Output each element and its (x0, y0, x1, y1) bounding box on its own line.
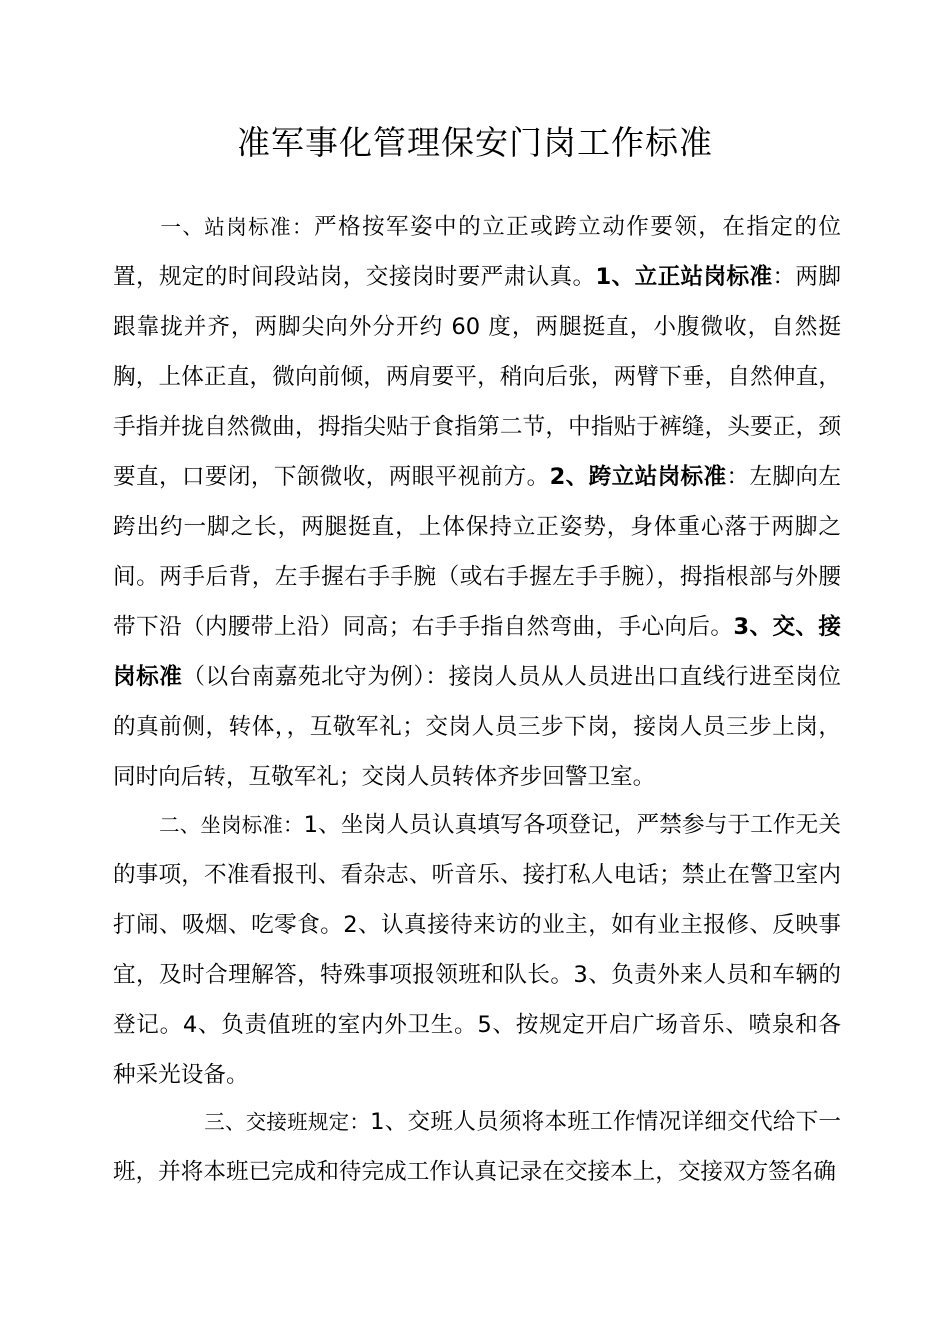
section-1-paragraph (113, 202, 841, 802)
section-3-text-1: 1、交班人员须将本班工作情况详细交代给下一班，并将本班已完成和待完成工作认真记录在交接本上，交接双方签名确 (113, 1109, 842, 1185)
section-1-bold-2: 2、跨立站岗标准 (549, 464, 727, 490)
section-1-bold-3: 3、交、接岗标准 (113, 614, 842, 690)
section-3-paragraph (113, 1097, 841, 1197)
section-2-text-1: 1、坐岗人员认真填写各项登记，严禁参与于工作无关的事项，不准看报刊、看杂志、听音乐、接打私人电话；禁止在警卫室内打闹、吸烟、吃零食。2、认真接待来访的业主，如有业主报修、反映事宜，及时合理解答，特殊事项报领班和队长。3、负责外来人员和车辆的登记。4、负责值班的室内外卫生。5、按规定开启广场音乐、喷泉和各种采光设备。 (113, 812, 842, 1088)
document-title: 准军事化管理保安门岗工作标准 (237, 123, 713, 162)
section-2-heading: 二、坐岗标准： (159, 813, 304, 837)
section-1-heading: 一、站岗标准： (159, 215, 314, 239)
section-1-text-3: ：左脚向左跨出约一脚之长，两腿挺直，上体保持立正姿势，身体重心落于两脚之间。两手后背，左手握右手手腕（或右手握左手手腕），拇指根部与外腰带下沿（内腰带上沿）同高；右手手指自然弯曲，手心向后。 (113, 464, 841, 640)
section-2-paragraph (113, 800, 841, 1100)
section-1-bold-1: 1、立正站岗标准 (595, 264, 773, 290)
section-3-heading: 三、交接班规定： (204, 1110, 371, 1134)
section-1-text-2: ：两脚跟靠拢并齐，两脚尖向外分开约 60 度，两腿挺直，小腹微收，自然挺胸，上体正直，微向前倾，两肩要平，稍向后张，两臂下垂，自然伸直，手指并拢自然微曲，拇指尖贴于食指第二节，中指贴于裤缝，头要正，颈要直，口要闭，下颌微收，两眼平视前方。 (113, 264, 841, 490)
section-1-text-1: 严格按军姿中的立正或跨立动作要领，在指定的位置，规定的时间段站岗，交接岗时要严肃认真。 (113, 214, 842, 290)
section-1-text-4: （以台南嘉苑北守为例）：接岗人员从人员进出口直线行进至岗位的真前侧，转体，，互敬军礼；交岗人员三步下岗，接岗人员三步上岗，同时向后转，互敬军礼；交岗人员转体齐步回警卫室。 (113, 664, 841, 790)
